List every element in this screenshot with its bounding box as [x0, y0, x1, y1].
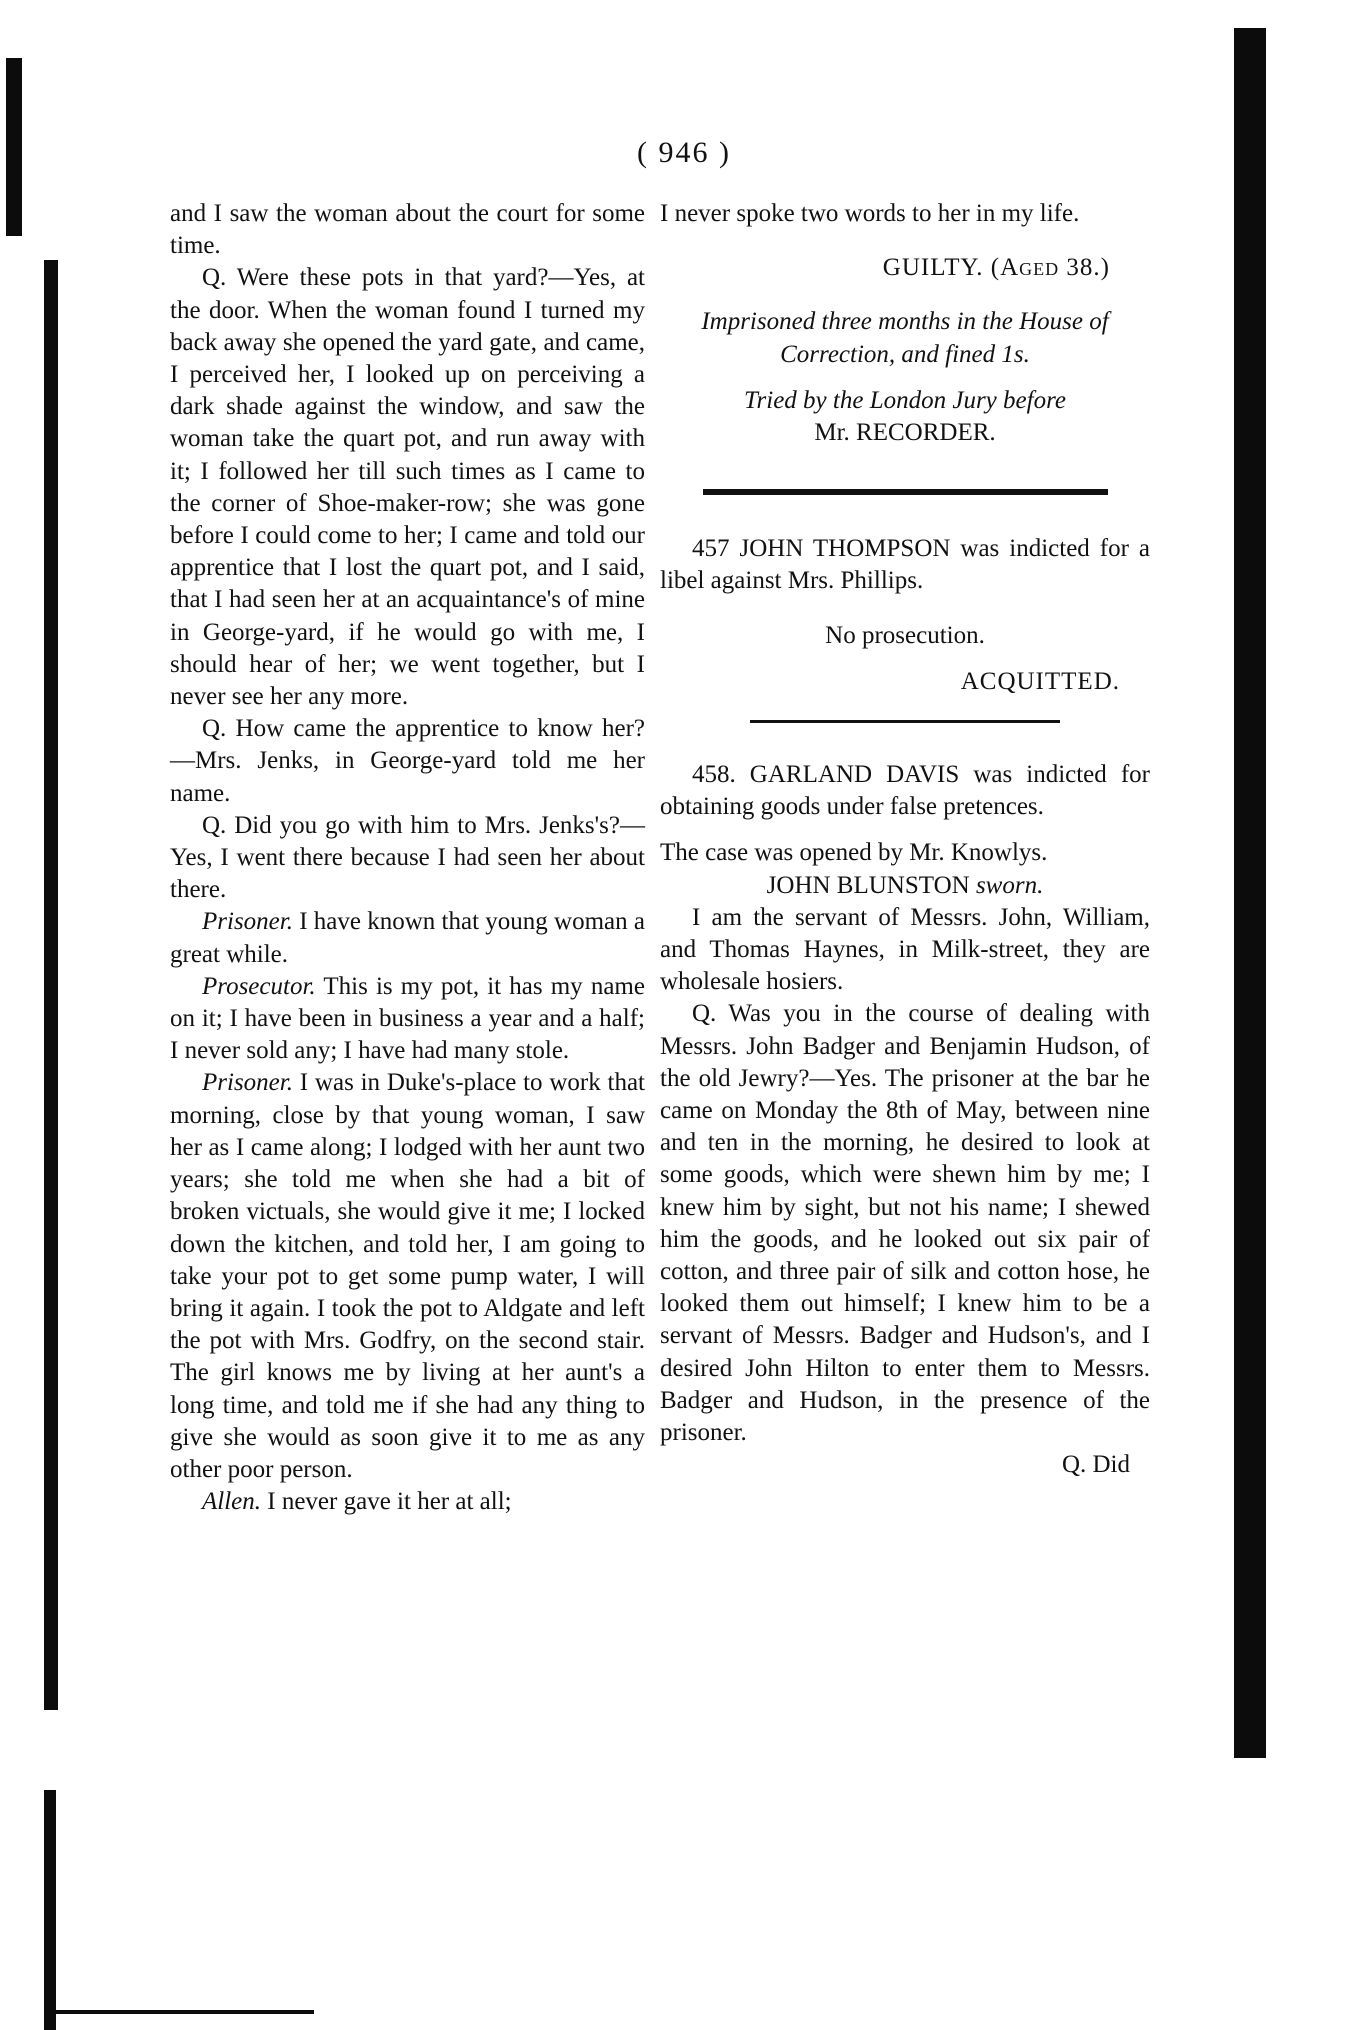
- speaker-label: Prisoner.: [202, 1069, 293, 1097]
- speaker-label: Prisoner.: [202, 908, 293, 936]
- tried-by: Tried by the London Jury before: [744, 386, 1066, 414]
- speech-paragraph: [170, 906, 645, 970]
- speech-text: I was in Duke's-place to work that morning, close by that young woman, I saw her as I came along; I lodged with her aunt two years; she told me when she had a bit of broken victuals, she would give it me; I locked down the kitchen, and told her, I am going to take your pot to get some pump water, I will bring it again. I took the pot to Aldgate and left the pot with Mrs. Godfry, on the second stair. The girl knows me by living at her aunt's a long time, and told me if she had any thing to give she would as soon give it to me as any other poor person.: [170, 1069, 645, 1483]
- witness-heading: JOHN BLUNSTON sworn.: [766, 871, 1044, 899]
- speech-paragraph: [170, 971, 645, 1068]
- continuation-text: I never spoke two words to her in my life.: [660, 200, 1080, 227]
- speaker-label: Prosecutor.: [202, 972, 316, 1000]
- no-prosecution: No prosecution.: [825, 621, 985, 649]
- catchword: Q. Did: [1061, 1451, 1130, 1479]
- speech-paragraph: [170, 1486, 645, 1518]
- section-divider: [703, 489, 1108, 495]
- speech-text: This is my pot, it has my name on it; I have been in business a year and a half; I never sold any; I have had many stole.: [170, 972, 645, 1065]
- right-column: [660, 198, 1150, 1482]
- verdict-guilty: GUILTY. (Aged 38.): [882, 254, 1110, 282]
- paragraph: Q. Did you go with him to Mrs. Jenks's?—Yes, I went there because I had seen her about there.: [170, 811, 645, 904]
- speech-text: I have known that young woman a great while.: [170, 908, 645, 968]
- paragraph: Q. How came the apprentice to know her?—Mrs. Jenks, in George-yard told me her name.: [170, 715, 645, 807]
- paragraph: Q. Were these pots in that yard?—Yes, at the door. When the woman found I turned my back away she opened the yard gate, and came, I perceived her, I looked up on perceiving a dark shade against the window, and saw the woman take the quart pot, and run away with it; I followed her till such times as I came to the corner of Shoe-maker-row; she was gone before I could come to her; I came and told our apprentice that I lost the quart pot, and I said, that I had seen her at an acquaintance's of mine in George-yard, if he would go with me, I should hear of her; we went together, but I never see her any more.: [170, 264, 645, 711]
- verdict-acquitted: ACQUITTED.: [960, 667, 1120, 695]
- paragraph: Q. Was you in the course of dealing with Messrs. John Badger and Benjamin Hudson, of the old Jewry?—Yes. The prisoner at the bar he came on Monday the 8th of May, between nine and ten in the morning, he desired to look at some goods, which were shewn him by me; I knew him by sight, but not his name; I shewed him the goods, and he looked out six pair of cotton, and three pair of silk and cotton hose, he looked them out himself; I knew him to be a servant of Messrs. Badger and Hudson's, and I desired John Hilton to enter them to Messrs. Badger and Hudson, in the presence of the prisoner.: [660, 1000, 1150, 1447]
- binding-edge-left-bottom: [44, 1790, 56, 2030]
- left-column: [170, 198, 645, 1518]
- section-divider: [750, 720, 1060, 723]
- case-opened: The case was opened by Mr. Knowlys.: [660, 839, 1048, 867]
- paragraph: I am the servant of Messrs. John, William, and Thomas Haynes, in Milk-street, they are wholesale hosiers.: [660, 903, 1150, 996]
- bottom-edge-mark: [54, 2010, 314, 2014]
- case-458: 458. GARLAND DAVIS was indicted for obtaining goods under false pretences.: [660, 761, 1150, 821]
- speaker-label: Allen.: [202, 1488, 262, 1516]
- page-number: ( 946 ): [637, 136, 731, 169]
- sentence: Imprisoned three months in the House of Correction, and fined 1s.: [701, 308, 1109, 368]
- paragraph: and I saw the woman about the court for some time.: [170, 200, 645, 260]
- judge: Mr. RECORDER.: [814, 419, 996, 447]
- page-edge-right: [1234, 28, 1266, 1758]
- case-457: 457 JOHN THOMPSON was indicted for a libel against Mrs. Phillips.: [660, 535, 1150, 595]
- speech-text: I never gave it her at all;: [267, 1488, 512, 1516]
- binding-edge-left: [44, 260, 58, 1710]
- speech-paragraph: [170, 1067, 645, 1486]
